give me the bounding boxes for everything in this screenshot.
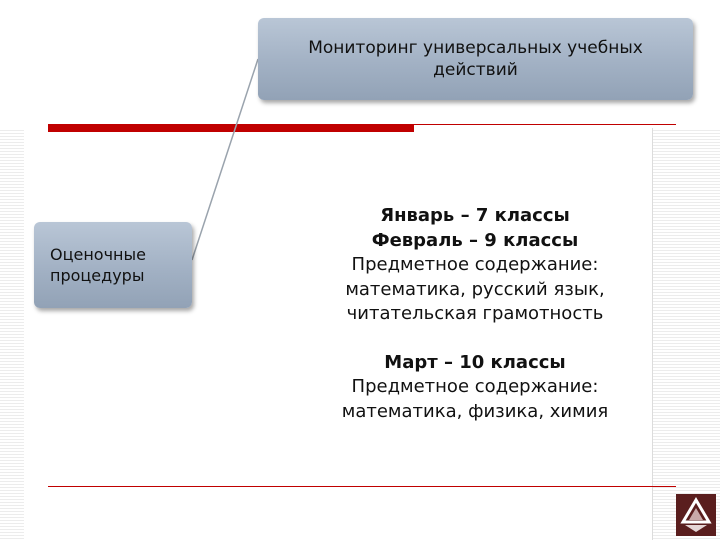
logo-icon — [676, 494, 716, 536]
subject-content-label: Предметное содержание: — [351, 254, 599, 275]
assessment-box — [34, 222, 192, 308]
schedule-january: Январь – 7 классы — [380, 205, 570, 226]
schedule-march: Март – 10 классы — [384, 351, 566, 373]
assessment-title: Оценочные процедуры — [50, 245, 146, 285]
subject-content-label-2: Предметное содержание: — [351, 376, 599, 397]
schedule-february: Февраль – 9 классы — [371, 229, 579, 251]
monitoring-title: Мониторинг универсальных учебных действий — [308, 38, 643, 80]
monitoring-box — [258, 18, 693, 100]
subjects-line-2: читательская грамотность — [346, 303, 604, 324]
subjects-line-3: математика, физика, химия — [341, 400, 609, 422]
spacer — [300, 327, 650, 351]
subjects-line-1: математика, русский язык, — [345, 278, 605, 300]
schedule-text — [300, 204, 650, 424]
